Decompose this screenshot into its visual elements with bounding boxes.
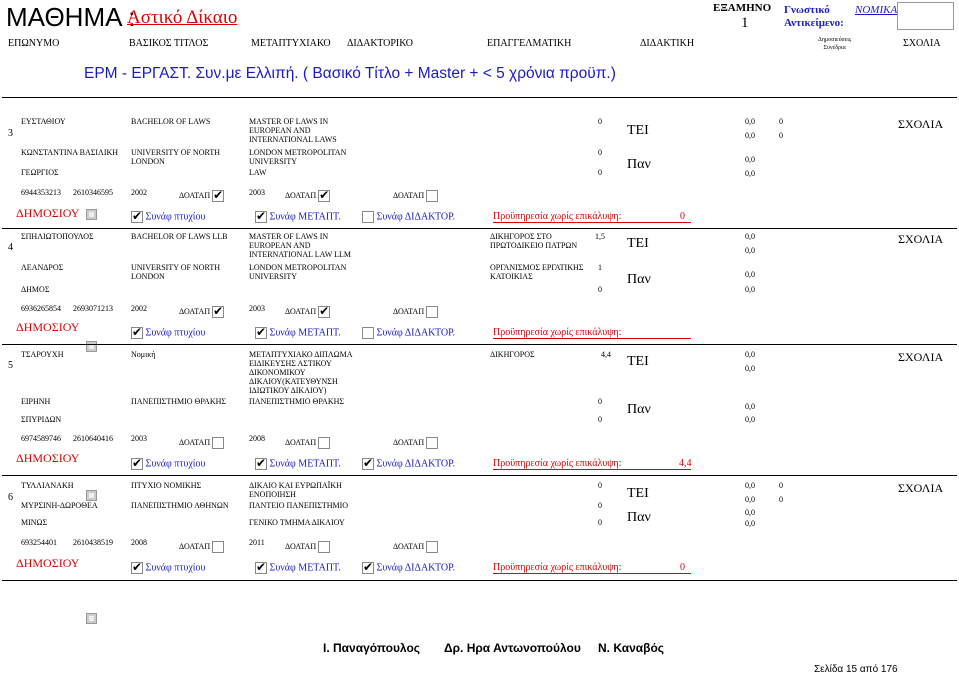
basic-title: Νομική xyxy=(131,350,156,359)
doatap-checkbox[interactable] xyxy=(426,306,438,318)
proyp-label xyxy=(493,211,691,223)
field-label-line2: Αντικείμενο: xyxy=(784,17,844,29)
first-name: ΛΕΑΝΔΡΟΣ xyxy=(21,263,64,272)
doatap-label: ΔΟΑΤΑΠ xyxy=(393,306,425,316)
prof-1: ΔΙΚΗΓΟΡΟΣ ΣΤΟ xyxy=(490,232,552,241)
master-title: MASTER OF LAWS IN xyxy=(249,232,329,241)
field-value[interactable]: ΝΟΜΙΚΑ xyxy=(855,4,898,16)
field-label-line1: Γνωστικό xyxy=(784,4,830,16)
master-title: ΜΕΤΑΠΤΥΧΙΑΚΟ ΔΙΠΛΩΜΑ xyxy=(249,350,353,359)
syn-didakt-checkbox[interactable] xyxy=(362,458,374,470)
syn-didakt xyxy=(362,211,455,223)
prof-value-2: 0 xyxy=(598,397,602,406)
master-title-2: EUROPEAN AND xyxy=(249,126,311,135)
header-box xyxy=(897,2,954,30)
signature-3: Ν. Καναβός xyxy=(598,641,665,655)
syn-metapt-label: Συνάφ ΜΕΤΑΠΤ. xyxy=(269,327,341,339)
prof-value-3: 0 xyxy=(598,518,602,527)
prof-value-3: 0 xyxy=(598,168,602,177)
doatap-phd xyxy=(393,306,438,318)
divider xyxy=(2,475,957,476)
exam-value: 1 xyxy=(741,15,749,31)
phone-mobile: 693254401 xyxy=(21,538,57,547)
signature-2: Δρ. Ηρα Αντωνοπούλου xyxy=(444,641,581,655)
master-title: ΔΙΚΑΙΟ ΚΑΙ ΕΥΡΩΠΑΪΚΗ xyxy=(249,481,342,490)
proyp-label-text: Προϋπηρεσία χωρίς επικάλυψη: xyxy=(493,211,622,222)
master-institution: LONDON METROPOLITAN xyxy=(249,263,347,272)
pan-label: Παν xyxy=(627,272,651,287)
first-name: ΕΙΡΗΝΗ xyxy=(21,397,51,406)
surname: ΣΠΗΛΙΩΤΟΠΟΥΛΟΣ xyxy=(21,232,94,241)
phone-home: 2610438519 xyxy=(73,538,113,547)
dimosiou-label: ΔΗΜΟΣΙΟΥ xyxy=(16,451,80,465)
syn-ptyx xyxy=(131,211,205,223)
first-name: ΜΥΡΣΙΝΗ-ΔΩΡΟΘΕΑ xyxy=(21,501,98,510)
tei-label: ΤΕΙ xyxy=(627,354,649,369)
doatap-label: ΔΟΑΤΑΠ xyxy=(285,541,317,551)
syn-didakt-label: Συνάφ ΔΙΔΑΚΤΟΡ. xyxy=(376,458,456,470)
doatap-master xyxy=(285,541,330,553)
surname: ΤΥΛΛΙΑΝΑΚΗ xyxy=(21,481,74,490)
doatap-basic xyxy=(179,306,224,318)
divider xyxy=(2,580,957,581)
pan-score-a: 0,0 xyxy=(745,270,755,279)
master-year: 2011 xyxy=(249,538,265,547)
syn-ptyx-label: Συνάφ πτυχίου xyxy=(145,211,206,223)
prof-1b: ΠΡΩΤΟΔΙΚΕΙΟ ΠΑΤΡΩΝ xyxy=(490,241,578,250)
syn-didakt-checkbox[interactable] xyxy=(362,562,374,574)
dimosiou-checkbox[interactable] xyxy=(86,209,97,220)
master-field: LAW xyxy=(249,168,267,177)
basic-year: 2008 xyxy=(131,538,147,547)
doatap-master xyxy=(285,190,330,202)
syn-metapt xyxy=(255,458,341,470)
syn-ptyx-checkbox[interactable] xyxy=(131,562,143,574)
basic-title: ΠΤΥΧΙΟ ΝΟΜΙΚΗΣ xyxy=(131,481,202,490)
prof-value-2: 0 xyxy=(598,501,602,510)
divider xyxy=(2,228,957,229)
doatap-checkbox[interactable] xyxy=(318,437,330,449)
doatap-phd xyxy=(393,437,438,449)
phone-mobile: 6974589746 xyxy=(21,434,61,443)
syn-metapt-checkbox[interactable] xyxy=(255,211,267,223)
tei-score-c: 0,0 xyxy=(745,246,755,255)
candidate-number: 3 xyxy=(8,128,13,139)
syn-metapt-label: Συνάφ ΜΕΤΑΠΤ. xyxy=(269,211,341,223)
col-comments: ΣΧΟΛΙΑ xyxy=(903,38,941,49)
master-title-2: EUROPEAN AND xyxy=(249,241,311,250)
syn-metapt xyxy=(255,562,341,574)
master-institution-2: UNIVERSITY xyxy=(249,272,297,281)
doatap-label: ΔΟΑΤΑΠ xyxy=(285,306,317,316)
doatap-checkbox[interactable] xyxy=(426,541,438,553)
doatap-checkbox[interactable] xyxy=(318,190,330,202)
doatap-label: ΔΟΑΤΑΠ xyxy=(179,190,211,200)
master-field: ΓΕΝΙΚΟ ΤΜΗΜΑ ΔΙΚΑΙΟΥ xyxy=(249,518,345,527)
doatap-checkbox[interactable] xyxy=(318,541,330,553)
master-institution-2: UNIVERSITY xyxy=(249,157,297,166)
phone-home: 2610346595 xyxy=(73,188,113,197)
proyp-label xyxy=(493,562,691,574)
pan-score-b: 0,0 xyxy=(745,415,755,424)
doatap-master xyxy=(285,437,330,449)
col-surname: ΕΠΩΝΥΜΟ xyxy=(8,38,60,49)
doatap-basic xyxy=(179,190,224,202)
syn-ptyx-label: Συνάφ πτυχίου xyxy=(145,458,206,470)
basic-institution: ΠΑΝΕΠΙΣΤΗΜΙΟ ΑΘΗΝΩΝ xyxy=(131,501,229,510)
father-name: ΓΕΩΡΓΙΟΣ xyxy=(21,168,59,177)
syn-didakt xyxy=(362,458,455,470)
phone-home: 2693071213 xyxy=(73,304,113,313)
candidate-number: 6 xyxy=(8,492,13,503)
pan-score-a: 0,0 xyxy=(745,508,755,517)
doatap-basic xyxy=(179,541,224,553)
tei-score-d: 0 xyxy=(779,495,783,504)
syn-metapt-checkbox[interactable] xyxy=(255,562,267,574)
doatap-label: ΔΟΑΤΑΠ xyxy=(179,306,211,316)
syn-ptyx-label: Συνάφ πτυχίου xyxy=(145,327,206,339)
master-title-2: ΕΝΟΠΟΙΗΣΗ xyxy=(249,490,296,499)
pan-score-b: 0,0 xyxy=(745,519,755,528)
tei-score-a: 0,0 xyxy=(745,350,755,359)
doatap-master xyxy=(285,306,330,318)
prof-value-1: 4,4 xyxy=(601,350,611,359)
basic-title: BACHELOR OF LAWS LLB xyxy=(131,232,228,241)
doatap-checkbox[interactable] xyxy=(212,541,224,553)
syn-metapt xyxy=(255,327,341,339)
master-title: MASTER OF LAWS IN xyxy=(249,117,329,126)
prof-2: ΟΡΓΑΝΙΣΜΟΣ ΕΡΓΑΤΙΚΗΣ xyxy=(490,263,584,272)
father-name: ΔΗΜΟΣ xyxy=(21,285,50,294)
dimosiou-checkbox[interactable] xyxy=(86,613,97,624)
proyp-label-text: Προϋπηρεσία χωρίς επικάλυψη: xyxy=(493,562,622,573)
proyp-label-text: Προϋπηρεσία χωρίς επικάλυψη: xyxy=(493,327,622,338)
syn-ptyx xyxy=(131,562,205,574)
dimosiou-checkbox[interactable] xyxy=(86,490,97,501)
surname: ΤΣΑΡΟΥΧΗ xyxy=(21,350,64,359)
candidate-number: 5 xyxy=(8,360,13,371)
syn-didakt-checkbox[interactable] xyxy=(362,211,374,223)
comments-label[interactable]: ΣΧΟΛΙΑ xyxy=(898,232,944,246)
field-label xyxy=(784,4,844,30)
candidate-number: 4 xyxy=(8,242,13,253)
syn-metapt-label: Συνάφ ΜΕΤΑΠΤ. xyxy=(269,458,341,470)
doatap-label: ΔΟΑΤΑΠ xyxy=(285,437,317,447)
divider xyxy=(2,97,957,98)
syn-didakt xyxy=(362,562,455,574)
master-year: 2003 xyxy=(249,304,265,313)
doatap-phd xyxy=(393,541,438,553)
syn-metapt-checkbox[interactable] xyxy=(255,327,267,339)
col-master: ΜΕΤΑΠΤΥΧΙΑΚΟ xyxy=(251,38,331,49)
first-name: ΚΩΝΣΤΑΝΤΙΝΑ ΒΑΣΙΛΙΚΗ xyxy=(21,148,119,157)
syn-ptyx xyxy=(131,327,205,339)
father-name: ΣΠΥΡΙΔΩΝ xyxy=(21,415,62,424)
prof-value-1: 0 xyxy=(598,117,602,126)
pan-label: Παν xyxy=(627,510,651,525)
tei-score-a: 0,0 xyxy=(745,117,755,126)
basic-year: 2002 xyxy=(131,188,147,197)
doatap-label: ΔΟΑΤΑΠ xyxy=(179,437,211,447)
doatap-checkbox[interactable] xyxy=(426,437,438,449)
signature-1: Ι. Παναγόπουλος xyxy=(323,641,421,655)
proyp-value: 4,4 xyxy=(679,458,692,469)
col-publications-line2: Συνέδρια xyxy=(823,45,846,51)
proyp-value: 0 xyxy=(680,211,685,222)
exam-label: ΕΞΑΜΗΝΟ xyxy=(713,2,772,14)
master-year: 2008 xyxy=(249,434,265,443)
syn-ptyx-checkbox[interactable] xyxy=(131,211,143,223)
master-title-3: INTERNATIONAL LAWS xyxy=(249,135,337,144)
phone-mobile: 6936265854 xyxy=(21,304,61,313)
prof-value-1: 0 xyxy=(598,481,602,490)
col-teaching: ΔΙΔΑΚΤΙΚΗ xyxy=(640,38,695,49)
syn-ptyx-checkbox[interactable] xyxy=(131,327,143,339)
prof-1: ΔΙΚΗΓΟΡΟΣ xyxy=(490,350,535,359)
dimosiou-label: ΔΗΜΟΣΙΟΥ xyxy=(16,206,80,220)
pan-score-b: 0,0 xyxy=(745,285,755,294)
tei-score-b: 0 xyxy=(779,117,783,126)
master-institution: ΠΑΝΤΕΙΟ ΠΑΝΕΠΙΣΤΗΜΙΟ xyxy=(249,501,349,510)
pan-score-a: 0,0 xyxy=(745,402,755,411)
tei-score-c: 0,0 xyxy=(745,131,755,140)
pan-label: Παν xyxy=(627,157,651,172)
syn-metapt-label: Συνάφ ΜΕΤΑΠΤ. xyxy=(269,562,341,574)
tei-label: ΤΕΙ xyxy=(627,486,649,501)
basic-year: 2003 xyxy=(131,434,147,443)
master-institution: ΠΑΝΕΠΙΣΤΗΜΙΟ ΘΡΑΚΗΣ xyxy=(249,397,345,406)
master-institution: LONDON METROPOLITAN xyxy=(249,148,347,157)
prof-value-2: 0 xyxy=(598,148,602,157)
course-name[interactable]: Αστικό Δίκαιο xyxy=(127,7,238,28)
dimosiou-checkbox[interactable] xyxy=(86,341,97,352)
doatap-checkbox[interactable] xyxy=(318,306,330,318)
tei-score-a: 0,0 xyxy=(745,232,755,241)
master-title-3: INTERNATIONAL LAW LLM xyxy=(249,250,352,259)
prof-value-3: 0 xyxy=(598,285,602,294)
section-title: ΕΡΜ - ΕΡΓΑΣΤ. Συν.με Ελλιπή. ( Βασικό Τίτλο + Master + < 5 χρόνια προϋπ.) xyxy=(84,65,616,82)
doatap-label: ΔΟΑΤΑΠ xyxy=(285,190,317,200)
col-publications-line1: Δημοσιεύσεις xyxy=(818,37,852,43)
col-phd: ΔΙΔΑΚΤΟΡΙΚΟ xyxy=(347,38,413,49)
pan-score-a: 0,0 xyxy=(745,155,755,164)
doatap-label: ΔΟΑΤΑΠ xyxy=(179,541,211,551)
col-professional: ΕΠΑΓΓΕΛΜΑΤΙΚΗ xyxy=(487,38,572,49)
basic-year: 2002 xyxy=(131,304,147,313)
page-number: Σελίδα 15 από 176 xyxy=(814,664,898,675)
proyp-label xyxy=(493,458,691,470)
basic-institution: UNIVERSITY OF NORTH xyxy=(131,148,220,157)
title-prefix: ΜΑΘΗΜΑ : xyxy=(6,2,136,32)
pan-score-b: 0,0 xyxy=(745,169,755,178)
col-publications xyxy=(818,36,851,52)
dimosiou-label: ΔΗΜΟΣΙΟΥ xyxy=(16,320,80,334)
syn-didakt xyxy=(362,327,455,339)
syn-metapt xyxy=(255,211,341,223)
tei-score-c: 0,0 xyxy=(745,495,755,504)
basic-institution: UNIVERSITY OF NORTH xyxy=(131,263,220,272)
syn-ptyx-label: Συνάφ πτυχίου xyxy=(145,562,206,574)
tei-score-b: 0 xyxy=(779,481,783,490)
prof-value-1: 1,5 xyxy=(595,232,605,241)
doatap-label: ΔΟΑΤΑΠ xyxy=(393,541,425,551)
doatap-checkbox[interactable] xyxy=(212,306,224,318)
phone-mobile: 6944353213 xyxy=(21,188,61,197)
proyp-value: 0 xyxy=(680,562,685,573)
doatap-label: ΔΟΑΤΑΠ xyxy=(393,437,425,447)
syn-ptyx-checkbox[interactable] xyxy=(131,458,143,470)
prof-value-3: 0 xyxy=(598,415,602,424)
basic-title: BACHELOR OF LAWS xyxy=(131,117,211,126)
master-year: 2003 xyxy=(249,188,265,197)
father-name: ΜΙΝΩΣ xyxy=(21,518,48,527)
syn-didakt-label: Συνάφ ΔΙΔΑΚΤΟΡ. xyxy=(376,211,456,223)
doatap-checkbox[interactable] xyxy=(212,437,224,449)
comments-label[interactable]: ΣΧΟΛΙΑ xyxy=(898,350,944,364)
tei-score-d: 0 xyxy=(779,131,783,140)
prof-2b: ΚΑΤΟΙΚΙΑΣ xyxy=(490,272,533,281)
syn-metapt-checkbox[interactable] xyxy=(255,458,267,470)
master-title-5: ΙΔΙΩΤΙΚΟΥ ΔΙΚΑΙΟΥ) xyxy=(249,386,327,395)
master-title-2: ΕΙΔΙΚΕΥΣΗΣ ΑΣΤΙΚΟΥ xyxy=(249,359,332,368)
comments-label[interactable]: ΣΧΟΛΙΑ xyxy=(898,481,944,495)
syn-ptyx xyxy=(131,458,205,470)
syn-didakt-checkbox[interactable] xyxy=(362,327,374,339)
doatap-phd xyxy=(393,190,438,202)
doatap-checkbox[interactable] xyxy=(426,190,438,202)
tei-label: ΤΕΙ xyxy=(627,123,649,138)
dimosiou-label: ΔΗΜΟΣΙΟΥ xyxy=(16,556,80,570)
phone-home: 2610640416 xyxy=(73,434,113,443)
col-basic: ΒΑΣΙΚΟΣ ΤΙΤΛΟΣ xyxy=(129,38,209,49)
tei-label: ΤΕΙ xyxy=(627,236,649,251)
basic-institution-2: LONDON xyxy=(131,272,165,281)
proyp-label xyxy=(493,327,691,339)
doatap-basic xyxy=(179,437,224,449)
master-title-3: ΔΙΚΟΝΟΜΙΚΟΥ xyxy=(249,368,306,377)
divider xyxy=(2,344,957,345)
surname: ΕΥΣΤΑΘΙΟΥ xyxy=(21,117,66,126)
pan-label: Παν xyxy=(627,402,651,417)
proyp-label-text: Προϋπηρεσία χωρίς επικάλυψη: xyxy=(493,458,622,469)
doatap-checkbox[interactable] xyxy=(212,190,224,202)
basic-institution-2: LONDON xyxy=(131,157,165,166)
syn-didakt-label: Συνάφ ΔΙΔΑΚΤΟΡ. xyxy=(376,562,456,574)
prof-value-2: 1 xyxy=(598,263,602,272)
tei-score-c: 0,0 xyxy=(745,364,755,373)
syn-didakt-label: Συνάφ ΔΙΔΑΚΤΟΡ. xyxy=(376,327,456,339)
doatap-label: ΔΟΑΤΑΠ xyxy=(393,190,425,200)
tei-score-a: 0,0 xyxy=(745,481,755,490)
basic-institution: ΠΑΝΕΠΙΣΤΗΜΙΟ ΘΡΑΚΗΣ xyxy=(131,397,227,406)
comments-label[interactable]: ΣΧΟΛΙΑ xyxy=(898,117,944,131)
master-title-4: ΔΙΚΑΙΟΥ(ΚΑΤΕΥΘΥΝΣΗ xyxy=(249,377,338,386)
